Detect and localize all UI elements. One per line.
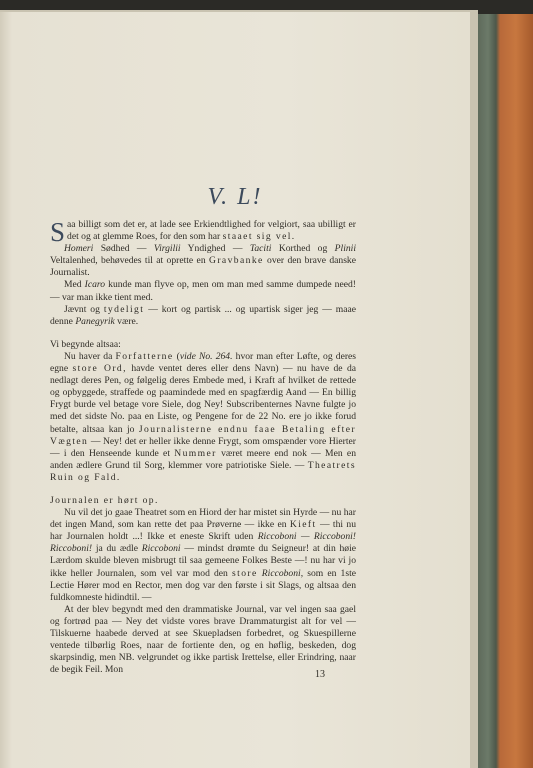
page [0,12,470,768]
paragraph-5: Vi begynde altsaa: [50,338,121,350]
paragraph-4: Jævnt og tydeligt — kort og partisk ... og upartisk siger jeg — maae denne Panegyrik være. [50,303,356,327]
body-text [50,219,356,676]
spacer [50,328,356,339]
paragraph-1: Saa billigt som det er, at lade see Erkiendtlighed for velgiort, saa ubilligt er det og at glemme Roes, for den som har staaet sig vel. [50,217,356,247]
page-number: 13 [315,669,325,680]
paragraph-6: Nu haver da Forfatterne (vide No. 264. hvor man efter Løfte, og deres egne store Ord, havde ventet deres eller dens Navn) — nu have de da nedlagt deres Pen, og følgelig deres Embede med, i Kraft af hvilket de rettede og opbyggede, straffede og paamindede med en spagfærdig Aand — En billig Frygt burde vel betage vore Siele, dog Ney! Subscribenternes Navne fulgte jo med det sidste No. paa en Liste, og Pengene for de 22 No. ere jo ikke forud betalte, altsaa kan jo Journalisterne endnu faae Betaling efter Vægten — Ney! det er heller ikke denne Frygt, som omspænder vore Hierter — i den Henseende kunde et Nummer været meere end nok — Men en anden ædlere Grund til Sorg, klemmer vore patriotiske Siele. — Theatrets Ruin og Fald. [50,350,357,483]
paragraph-9: At der blev begyndt med den drammatiske Journal, var vel ingen saa gael og fortrød paa — Ney det vidste vores brave Drammaturgist alt for vel — Tilskuerne haabede derved at see Skuepladsen forbedret, og Skuespillerne ventede tilbørlig Roes, naar de fortiente den, og en høflig, beskeden, dog skarpsindig, men NB. velgrundet og ikke partisk Irettelse, eller Erindring, naar de begik Feil. Mon [50,603,356,676]
page-heading: V. L! [207,184,263,210]
paragraph-3: Med Icaro kunde man flyve op, men om man med samme dumpede need! — var man ikke tient med. [50,279,356,303]
paragraph-7: Journalen er hørt op. [50,494,159,506]
drop-cap: S [50,217,66,247]
paragraph-8: Nu vil det jo gaae Theatret som en Hiord der har mistet sin Hyrde — nu har det ingen Mand, som kan rette det paa Prøverne — ikke en Kieft — thi nu har Journalen holdt ...! Ikke et eneste Skrift uden Riccoboni — Riccoboni! Riccoboni! ja du ædle Riccoboni — mindst drømte du Seigneur! at din høie Lærdom skulde bleven misbrugt til saa gemeene Folkes Beste —! nu har vi jo ikke heller Journalen, som vel var mod den store Riccoboni, som en 1ste Lectie Hører mod en Rector, men dog var den første i sit Slags, og altsaa den fuldkomneste hidindtil. — [50,507,357,603]
spacer [50,484,356,495]
paragraph-2: Homeri Sødhed — Virgilii Yndighed — Taciti Korthed og Plinii Veltalenhed, behøvedes til at oprette en Gravbanke over den brave danske Journalist. [50,243,356,279]
